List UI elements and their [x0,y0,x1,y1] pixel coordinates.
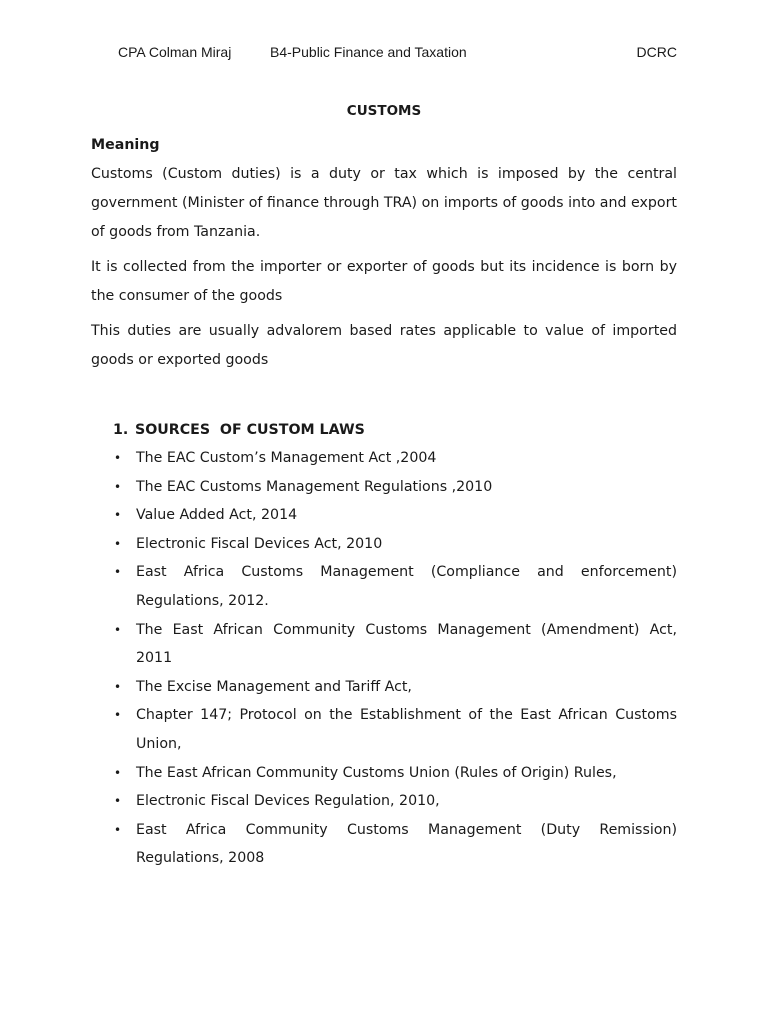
list-item [91,558,677,615]
header-org: DCRC [636,44,677,60]
list-item-text: Electronic Fiscal Devices Regulation, 2010, [136,793,440,810]
bullet-icon: • [114,508,122,523]
bullet-icon: • [114,451,122,465]
paragraph: It is collected from the importer or exporter of goods but its incidence is born by the consumer of the goods [91,259,677,304]
list-item-text: The East African Community Customs Union (Rules of Origin) Rules, [136,764,617,781]
list-item-text: Chapter 147; Protocol on the Establishment of the East African Customs Union, [136,707,677,752]
list-item [91,759,677,788]
list-item-text: East Africa Community Customs Management (Duty Remission) Regulations, 2008 [136,821,677,867]
laws-list [91,444,677,873]
page-header [0,44,768,64]
list-item [91,530,677,559]
bullet-icon: • [114,765,122,780]
paragraph: Customs (Custom duties) is a duty or tax which is imposed by the central government (Minister of finance through TRA) on imports of goods into and export of goods from Tanzania. [91,166,677,240]
list-item [91,473,677,502]
bullet-icon: • [114,794,122,809]
section-number: 1. [113,422,129,438]
bullet-icon: • [114,622,122,637]
list-item-text: East Africa Customs Management (Compliance and enforcement) Regulations, 2012. [136,564,677,609]
bullet-icon: • [114,479,122,494]
list-item [91,673,677,702]
document-title: CUSTOMS [346,103,422,119]
list-item-text: Electronic Fiscal Devices Act, 2010 [136,535,383,552]
bullet-icon: • [114,679,122,694]
bullet-icon: • [114,565,122,580]
list-item-text: The EAC Customs Management Regulations ,2010 [136,478,493,495]
meaning-heading: Meaning [91,137,160,153]
list-item [91,816,677,873]
paragraph: This duties are usually advalorem based rates applicable to value of imported goods or exported goods [91,323,677,368]
list-item-text: The EAC Custom’s Management Act ,2004 [136,450,437,466]
list-item [91,787,677,816]
header-author: CPA Colman Miraj [118,44,232,60]
bullet-icon: • [114,708,122,723]
list-item-text: The Excise Management and Tariff Act, [136,678,412,695]
bullet-icon: • [114,536,122,551]
bullet-icon: • [114,822,122,837]
section-heading-text: SOURCES OF CUSTOM LAWS [135,422,365,438]
document-body [91,100,677,873]
list-item-text: The East African Community Customs Management (Amendment) Act, 2011 [136,621,677,667]
header-course: B4-Public Finance and Taxation [270,44,467,60]
list-item [91,501,677,530]
list-item [91,616,677,673]
sources-heading [91,417,677,444]
list-item-text: Value Added Act, 2014 [136,507,298,524]
list-item [91,701,677,758]
spacer [91,381,677,417]
list-item [91,444,677,473]
